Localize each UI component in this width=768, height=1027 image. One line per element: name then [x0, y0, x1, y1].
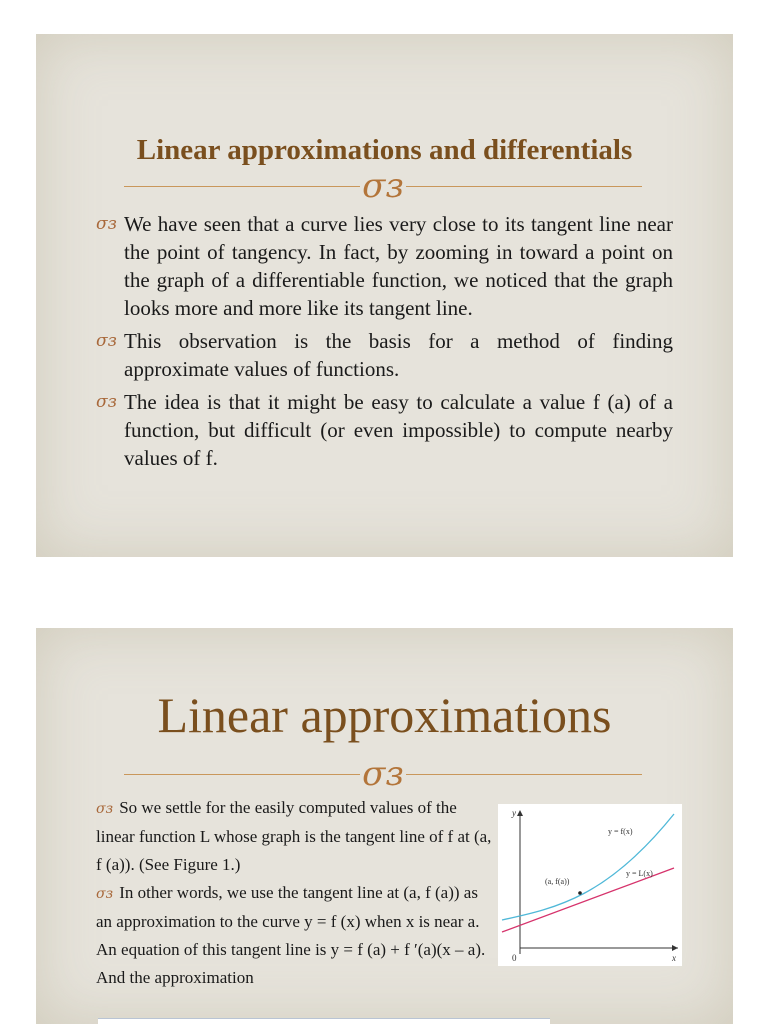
curve-label: y = f(x) — [608, 827, 633, 836]
list-item: σз We have seen that a curve lies very close to its tangent line near the point of tangency. In fact, by zooming in toward a point on the graph of a differentiable function, we noticed that the graph looks more and more like its tangent line. — [96, 212, 673, 320]
tangency-point — [578, 891, 582, 895]
slide-2-title: Linear approximations — [157, 687, 612, 743]
slide-2-body — [96, 794, 496, 992]
ornament-icon: σз — [362, 166, 404, 206]
slide-1-divider — [124, 166, 642, 206]
point-label: (a, f(a)) — [545, 877, 570, 886]
y-axis-arrow-icon — [517, 810, 523, 816]
x-axis-arrow-icon — [672, 945, 678, 951]
bullet-icon: σз — [96, 886, 114, 902]
slide-1-bullet-list — [96, 210, 673, 477]
figure-svg — [498, 804, 682, 966]
slide-2-divider — [124, 754, 642, 794]
bullet-icon: σз — [96, 331, 117, 351]
tangent-label: y = L(x) — [626, 869, 653, 878]
x-axis-label: x — [672, 953, 676, 963]
approximation-formula-box — [98, 1018, 550, 1027]
slide-1 — [36, 34, 733, 557]
figure-1-graph — [498, 804, 682, 966]
paragraph-3: And the approximation — [96, 968, 254, 987]
slide-1-title: Linear approximations and differentials — [136, 134, 633, 166]
paragraph-1: σз So we settle for the easily computed values of the linear function L whose graph is the tangent line of f at (a, f (a)). (See Figure 1.) — [96, 798, 492, 874]
curve-f — [502, 814, 674, 920]
bullet-icon: σз — [96, 214, 117, 234]
bullet-icon: σз — [96, 801, 114, 817]
origin-label: 0 — [512, 953, 517, 963]
list-item: σз This observation is the basis for a method of finding approximate values of functions. — [96, 329, 673, 381]
slide-2 — [36, 628, 733, 1024]
ornament-icon: σз — [362, 754, 404, 794]
bullet-icon: σз — [96, 392, 117, 412]
y-axis-label: y — [512, 808, 516, 818]
paragraph-2: σз In other words, we use the tangent line at (a, f (a)) as an approximation to the curve y = f (x) when x is near a. An equation of this tangent line is y = f (a) + f ′(a)(x – a). — [96, 883, 486, 959]
list-item: σз The idea is that it might be easy to calculate a value f (a) of a function, but difficult (or even impossible) to compute nearby values of f. — [96, 390, 673, 470]
